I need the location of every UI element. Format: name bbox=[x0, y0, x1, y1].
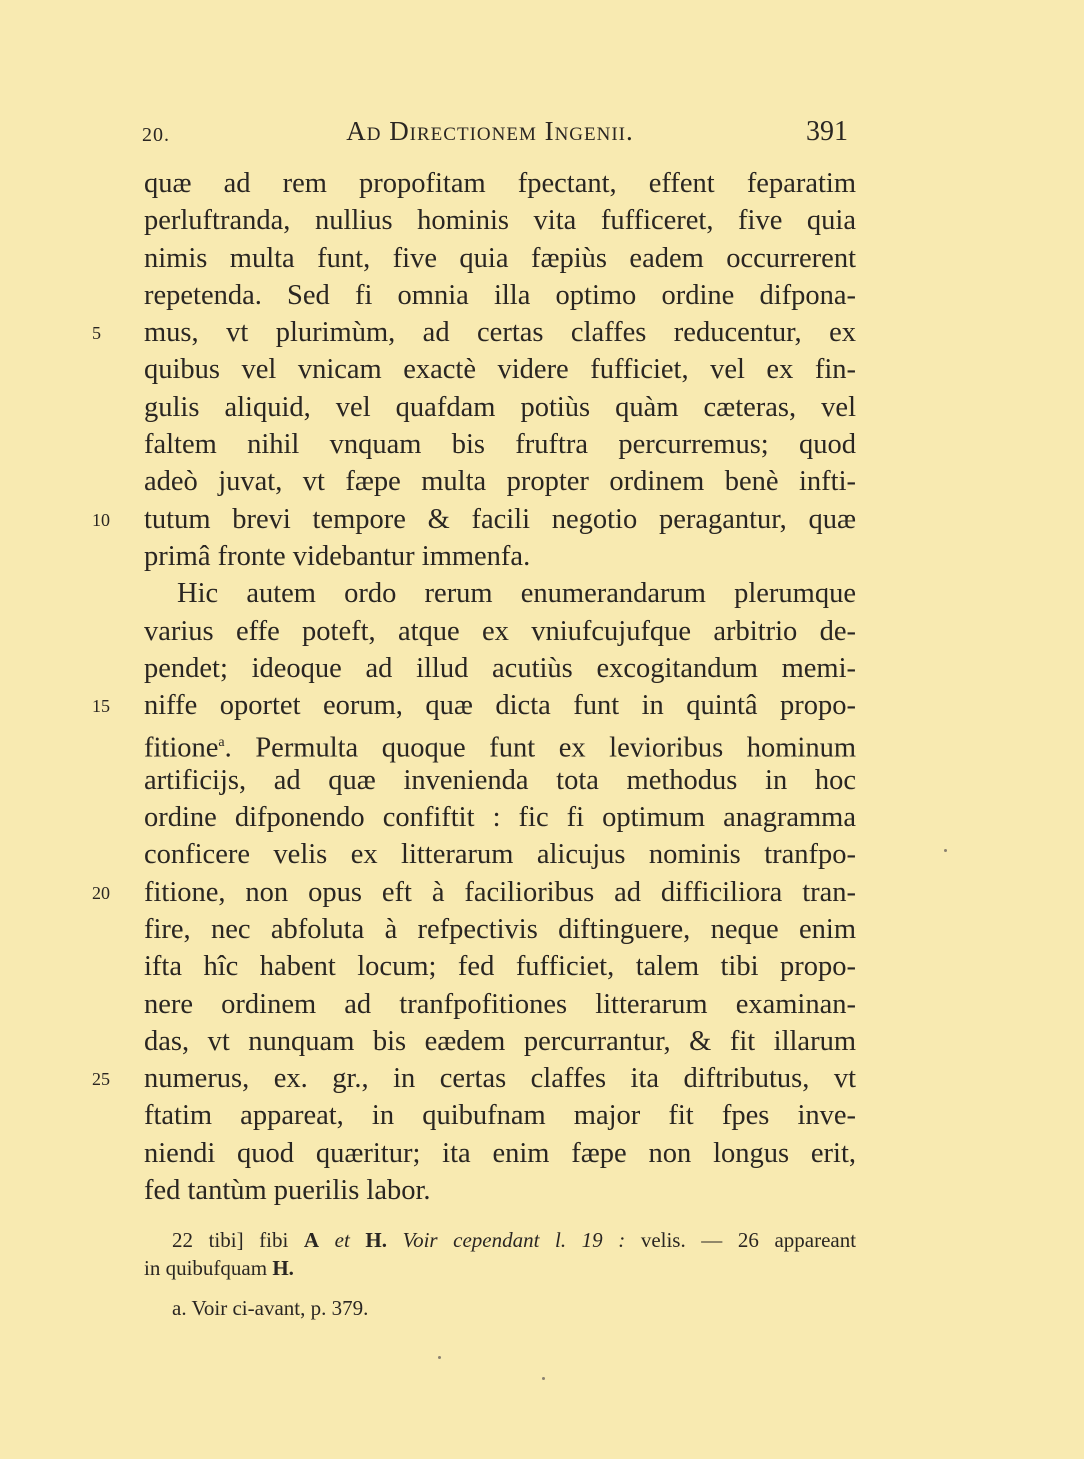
scan-speck bbox=[944, 849, 947, 852]
page-number: 391 bbox=[806, 116, 848, 147]
text-line: conficere velis ex litterarum alicujus nominis tranfpo- bbox=[144, 839, 856, 871]
text-line: nimis multa funt, five quia fæpiùs eadem occurrerent bbox=[144, 242, 856, 274]
line-number: 15 bbox=[92, 696, 110, 717]
scan-speck bbox=[438, 1356, 441, 1359]
page-header bbox=[0, 116, 1084, 156]
text-line: 20 fitione, non opus eft à facilioribus ad difficiliora tran- bbox=[144, 874, 856, 911]
text-line: fitione$^a$. Permulta quoque funt ex levioribus hominum bbox=[144, 732, 856, 764]
variant-apparatus bbox=[144, 1226, 856, 1282]
text-line: das, vt nunquam bis eædem percurrantur, & fit illarum bbox=[144, 1025, 856, 1057]
text-line: adeò juvat, vt fæpe multa propter ordinem benè infti- bbox=[144, 466, 856, 498]
running-title: Ad Directionem Ingenii. bbox=[346, 116, 634, 146]
line-number: 25 bbox=[92, 1069, 110, 1090]
text-line: fire, nec abfoluta à refpectivis diftinguere, neque enim bbox=[144, 913, 856, 945]
text-line: 25 numerus, ex. gr., in certas claffes ita diftributus, vt bbox=[144, 1060, 856, 1097]
text-line: 10 tutum brevi tempore & facili negotio peragantur, quæ bbox=[144, 501, 856, 538]
text-line: faltem nihil vnquam bis fruftra percurremus; quod bbox=[144, 429, 856, 461]
main-text bbox=[92, 165, 856, 1209]
text-line: Hic autem ordo rerum enumerandarum plerumque bbox=[177, 578, 856, 610]
text-line: quæ ad rem propofitam fpectant, effent feparatim bbox=[144, 168, 856, 199]
scan-speck bbox=[542, 1377, 545, 1380]
text-line: pendet; ideoque ad illud acutiùs excogitandum memi- bbox=[144, 652, 856, 684]
text-line: 15 niffe oportet eorum, quæ dicta funt in quintâ propo- bbox=[144, 687, 856, 724]
text-line: gulis aliquid, vel quafdam potiùs quàm cæteras, vel bbox=[144, 391, 856, 423]
footnote-marker: a bbox=[218, 735, 225, 751]
text-line: niendi quod quæritur; ita enim fæpe non longus erit, bbox=[144, 1137, 856, 1169]
variant-line: in quibufquam H. bbox=[144, 1256, 294, 1280]
line-number: 5 bbox=[92, 323, 101, 344]
text-line: ftatim appareat, in quibufnam major fit fpes inve- bbox=[144, 1100, 856, 1132]
text-line: ordine difponendo confiftit : fic fi optimum anagramma bbox=[144, 802, 856, 834]
text-line: nere ordinem ad tranfpofitiones litterarum examinan- bbox=[144, 988, 856, 1020]
text-line: repetenda. Sed fi omnia illa optimo ordine difpona- bbox=[144, 279, 856, 311]
footnote-a: a. Voir ci-avant, p. 379. bbox=[172, 1296, 369, 1320]
text-line: ifta hîc habent locum; fed fufficiet, talem tibi propo- bbox=[144, 951, 856, 983]
variant-line: 22 tibi] fibi A et H. Voir cependant l. 19 : velis. — 26 appareant bbox=[172, 1228, 857, 1252]
line-number: 10 bbox=[92, 509, 110, 530]
text-line: perluftranda, nullius hominis vita fufficeret, five quia bbox=[144, 205, 856, 237]
text-line: primâ fronte videbantur immenfa. bbox=[144, 540, 531, 572]
text-line: fed tantùm puerilis labor. bbox=[144, 1175, 431, 1207]
text-line: quibus vel vnicam exactè videre fufficiet, vel ex fin- bbox=[144, 354, 856, 386]
text-line: varius effe poteft, atque ex vniufcujufque arbitrio de- bbox=[144, 615, 856, 647]
section-number: 20. bbox=[142, 124, 170, 146]
line-number: 20 bbox=[92, 882, 110, 903]
text-line: 5 mus, vt plurimùm, ad certas claffes reducentur, ex bbox=[144, 314, 856, 351]
text-line: artificijs, ad quæ invenienda tota methodus in hoc bbox=[144, 764, 856, 796]
